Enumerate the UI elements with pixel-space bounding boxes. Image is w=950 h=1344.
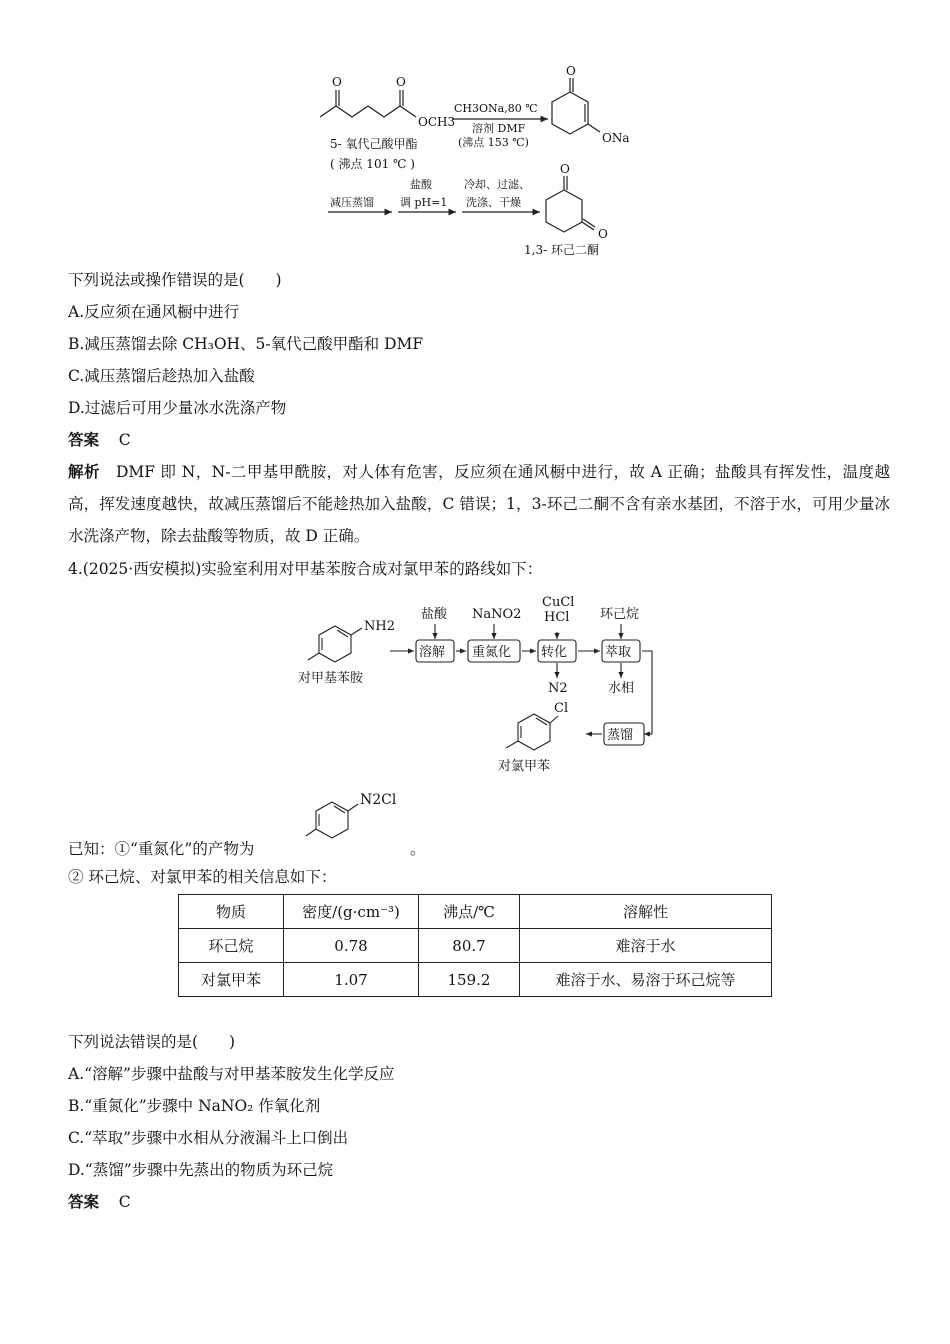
table-cell: 对氯甲苯	[179, 963, 284, 997]
q3-option-b: B.减压蒸馏去除 CH₃OH、5-氧代己酸甲酯和 DMF	[68, 335, 424, 353]
table-cell: 80.7	[419, 929, 520, 963]
toluidine-ring	[319, 626, 351, 662]
step2-ph: 调 pH=1	[400, 196, 448, 209]
reaction-scheme-1	[300, 62, 660, 262]
q4-answer	[68, 1191, 131, 1213]
q4-answer-value: C	[118, 1193, 131, 1211]
step1-label: 减压蒸馏	[330, 196, 374, 209]
q3-stem: 下列说法或操作错误的是( )	[68, 271, 282, 289]
box-distill-label: 蒸馏	[607, 728, 634, 743]
reagent-cyclohexane: 环己烷	[600, 607, 640, 622]
table-cell: 1.07	[284, 963, 419, 997]
q3-analysis-text: DMF 即 N，N-二甲基甲酰胺，对人体有危害，反应须在通风橱中进行，故 A 正确；盐酸具有挥发性，温度越高，挥发速度越快，故减压蒸馏后不能趁热加入盐酸，C 错误；1，3-环己二酮不含有亲水基团，不溶于水，可用少量冰水洗涤产物，除去盐酸等物质，故 D 正确。	[68, 463, 890, 545]
step3-top: 冷却、过滤、	[464, 178, 530, 191]
output-aqueous: 水相	[608, 681, 635, 696]
reactant-name: 5- 氧代己酸甲酯	[330, 137, 418, 151]
box-convert-label: 转化	[541, 645, 568, 660]
step2-acid: 盐酸	[410, 178, 432, 191]
product1-ring	[552, 92, 588, 134]
reactant-ketone-o: O	[332, 75, 342, 89]
chlorotoluene-cl: Cl	[554, 701, 569, 716]
table-cell: 环己烷	[179, 929, 284, 963]
product2-o2: O	[598, 227, 608, 241]
reactant-bp: ( 沸点 101 ℃ )	[330, 157, 415, 171]
q4-flow-diagram	[290, 590, 670, 780]
q4-question-stem: 下列说法错误的是( )	[68, 1033, 236, 1051]
table-cell: 0.78	[284, 929, 419, 963]
q4-option-c: C.“萃取”步骤中水相从分液漏斗上口倒出	[68, 1129, 349, 1147]
q3-answer-label: 答案	[68, 430, 100, 449]
arrow1-reagent: CH3ONa,80 ℃	[454, 102, 538, 115]
q4-known1-suffix: 。	[410, 840, 426, 858]
q4-known1-prefix: 已知：①“重氮化”的产物为	[68, 840, 255, 858]
reactant-ester-o: O	[396, 75, 406, 89]
table-row	[179, 929, 772, 963]
q4-option-a: A.“溶解”步骤中盐酸与对甲基苯胺发生化学反应	[68, 1065, 395, 1083]
q4-known1	[68, 838, 254, 860]
q3-analysis-label: 解析	[68, 462, 100, 481]
product2-o1: O	[560, 162, 570, 176]
product2-name: 1,3- 环己二酮	[524, 243, 599, 257]
arrow1-solvent: 溶剂 DMF	[472, 122, 526, 135]
q3-option-a: A.反应须在通风橱中进行	[68, 303, 240, 321]
table-header: 物质	[179, 895, 284, 929]
q3-option-c: C.减压蒸馏后趁热加入盐酸	[68, 367, 255, 385]
box-extract-label: 萃取	[605, 645, 632, 660]
q4-option-d: D.“蒸馏”步骤中先蒸出的物质为环己烷	[68, 1161, 334, 1179]
chlorotoluene-name: 对氯甲苯	[498, 759, 551, 774]
arrow1-solvent-bp: (沸点 153 ℃)	[458, 136, 529, 149]
reagent-hcl: 盐酸	[421, 607, 448, 622]
product2-ring	[546, 190, 582, 232]
table-header-row	[179, 895, 772, 929]
reactant-chain	[320, 106, 416, 117]
product1-ona: ONa	[602, 131, 630, 145]
table-row	[179, 963, 772, 997]
properties-table	[178, 894, 772, 997]
q4-answer-label: 答案	[68, 1192, 100, 1211]
q4-stem: 4.(2025·西安模拟)实验室利用对甲基苯胺合成对氯甲苯的路线如下：	[68, 560, 543, 578]
table-header: 沸点/℃	[419, 895, 520, 929]
table-header: 溶解性	[520, 895, 772, 929]
q3-option-d: D.过滤后可用少量冰水洗涤产物	[68, 399, 287, 417]
diazonium-structure	[302, 782, 412, 848]
q3-answer-value: C	[118, 431, 131, 449]
table-cell: 159.2	[419, 963, 520, 997]
reagent-nano2: NaNO2	[472, 607, 522, 622]
q3-answer	[68, 429, 131, 451]
box-diazotize-label: 重氮化	[472, 645, 512, 660]
table-cell: 难溶于水、易溶于环己烷等	[520, 963, 772, 997]
reagent-hcl2: HCl	[544, 610, 570, 625]
toluidine-nh2: NH2	[364, 619, 395, 634]
box-dissolve-label: 溶解	[419, 645, 446, 660]
toluidine-name: 对甲基苯胺	[298, 671, 364, 686]
reagent-cucl: CuCl	[542, 595, 575, 610]
reactant-och3: OCH3	[418, 115, 456, 129]
q4-known2: ② 环己烷、对氯甲苯的相关信息如下：	[68, 868, 337, 886]
chlorotoluene-ring	[518, 714, 550, 750]
q3-analysis	[68, 456, 890, 552]
table-header: 密度/(g·cm⁻³)	[284, 895, 419, 929]
q4-option-b: B.“重氮化”步骤中 NaNO₂ 作氧化剂	[68, 1097, 321, 1115]
step3-bottom: 洗涤、干燥	[466, 196, 521, 209]
output-n2: N2	[548, 681, 568, 696]
diazonium-group: N2Cl	[360, 792, 397, 808]
table-cell: 难溶于水	[520, 929, 772, 963]
product1-o: O	[566, 64, 576, 78]
